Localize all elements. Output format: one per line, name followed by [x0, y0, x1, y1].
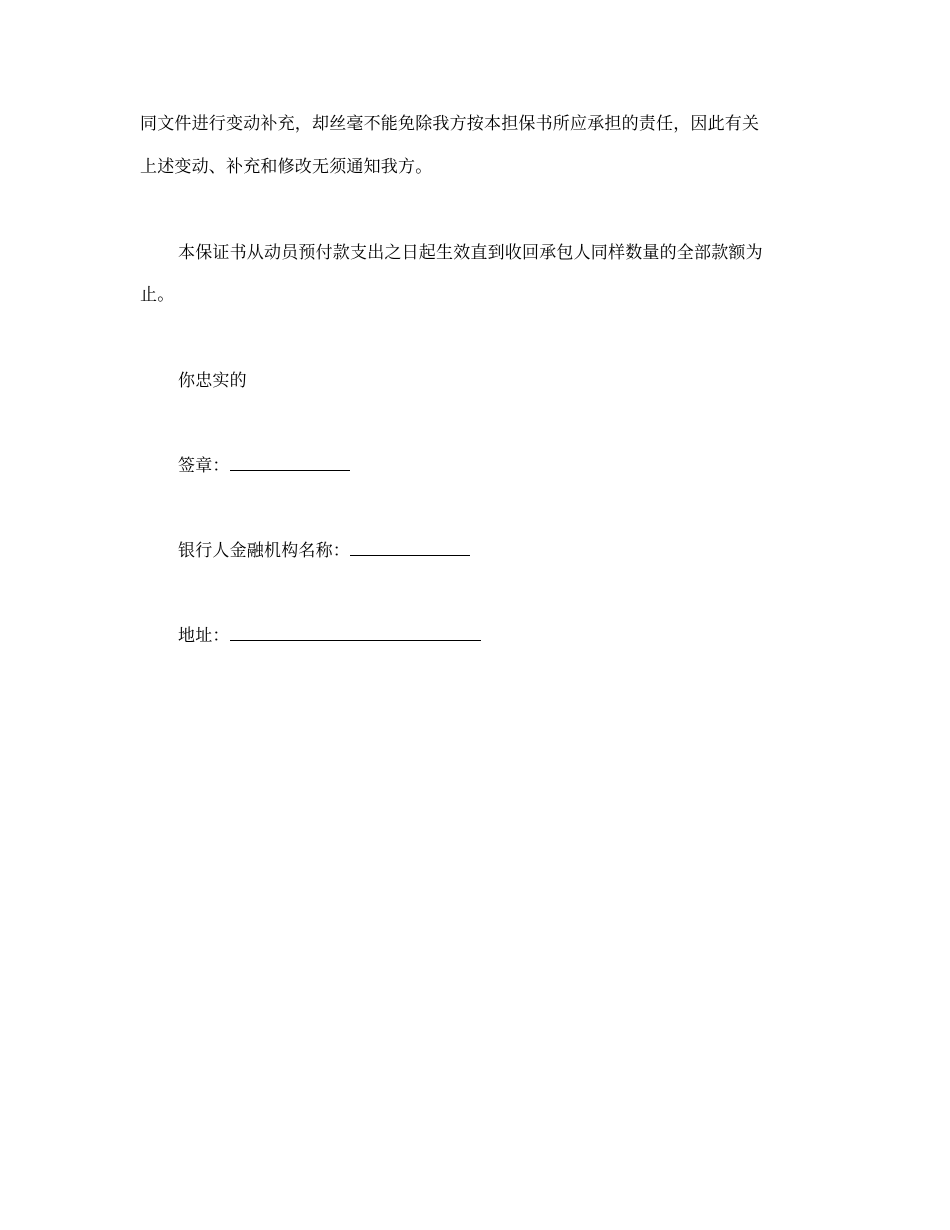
address-label: 地址： [178, 626, 230, 646]
signature-blank-line [230, 456, 350, 471]
bank-name-field [178, 541, 470, 561]
paragraph-1-line-2: 上述变动、补充和修改无须通知我方。 [140, 157, 433, 177]
paragraph-2-line-1: 本保证书从动员预付款支出之日起生效直到收回承包人同样数量的全部款额为 [178, 243, 763, 263]
signature-label: 签章： [178, 456, 230, 476]
address-blank-line [230, 626, 481, 641]
bank-name-label: 银行人金融机构名称： [178, 541, 350, 561]
address-field [178, 626, 481, 646]
paragraph-1-line-1: 同文件进行变动补充，却丝毫不能免除我方按本担保书所应承担的责任，因此有关 [140, 114, 760, 134]
signature-field [178, 456, 350, 476]
closing-text: 你忠实的 [178, 371, 247, 391]
paragraph-2-line-2: 止。 [140, 285, 175, 305]
bank-name-blank-line [350, 541, 470, 556]
